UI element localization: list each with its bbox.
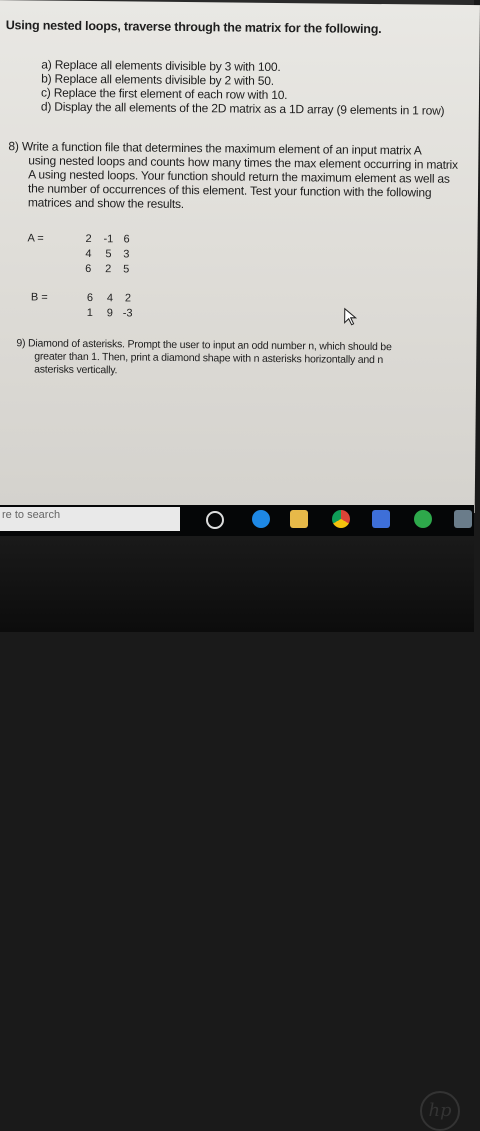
matrix-a-cell: 4 [85, 247, 92, 261]
q9-line-3: asterisks vertically. [34, 363, 118, 377]
app-icon[interactable] [414, 510, 432, 528]
q8-line-5: matrices and show the results. [27, 195, 185, 211]
matrix-a-label: A = [27, 232, 44, 245]
q8-line-2: using nested loops and counts how many times the max element occurring in matrix [28, 153, 458, 172]
matrix-b-cell: -3 [122, 307, 133, 320]
store-icon[interactable] [372, 510, 390, 528]
q8-line-4: the number of occurrences of this element. Test your function with the following [27, 181, 432, 200]
matrix-b-label: B = [30, 291, 48, 304]
search-placeholder: re to search [2, 509, 61, 521]
q9-line-1: 9) Diamond of asterisks. Prompt the user to input an odd number n, which should be [16, 337, 392, 354]
matrix-b-cell: 6 [86, 291, 94, 305]
matrix-a-cell: 5 [123, 263, 130, 276]
q8-line-3: A using nested loops. Your function should return the maximum element as well as [28, 167, 450, 186]
matrix-a-cell: -1 [103, 233, 114, 246]
hp-logo: hp [420, 1091, 460, 1131]
taskbar-search-box[interactable] [0, 507, 180, 531]
file-explorer-icon[interactable] [290, 510, 308, 528]
intro-text: Using nested loops, traverse through the matrix for the following. [5, 18, 382, 37]
matrix-a-cell: 6 [85, 262, 92, 276]
item-d: d) Display the all elements of the 2D matrix as a 1D array (9 elements in 1 row) [40, 99, 445, 118]
matrix-b-cell: 4 [106, 292, 114, 305]
item-c: c) Replace the first element of each row with 10. [40, 85, 288, 103]
cortana-circle-icon[interactable] [206, 511, 224, 529]
app-icon-2[interactable] [454, 510, 472, 528]
matrix-a-cell: 2 [85, 232, 92, 246]
q9-line-2: greater than 1. Then, print a diamond shape with n asterisks horizontally and n [34, 350, 384, 367]
chrome-icon[interactable] [332, 510, 350, 528]
matrix-a-cell: 2 [105, 263, 112, 276]
document-page [0, 0, 480, 513]
matrix-a-cell: 3 [123, 248, 130, 261]
item-a: a) Replace all elements divisible by 3 with 100. [41, 57, 281, 75]
laptop-bezel [0, 536, 474, 1121]
matrix-b-cell: 9 [106, 307, 113, 320]
mouse-cursor-icon [343, 308, 359, 326]
item-b: b) Replace all elements divisible by 2 with 50. [41, 71, 274, 88]
matrix-a-cell: 5 [105, 248, 112, 261]
q8-line-1: 8) Write a function file that determines the maximum element of an input matrix A [8, 139, 422, 158]
edge-icon[interactable] [252, 510, 270, 528]
matrix-a-cell: 6 [123, 233, 130, 246]
matrix-b-cell: 1 [86, 306, 93, 320]
matrix-b-cell: 2 [124, 292, 132, 305]
